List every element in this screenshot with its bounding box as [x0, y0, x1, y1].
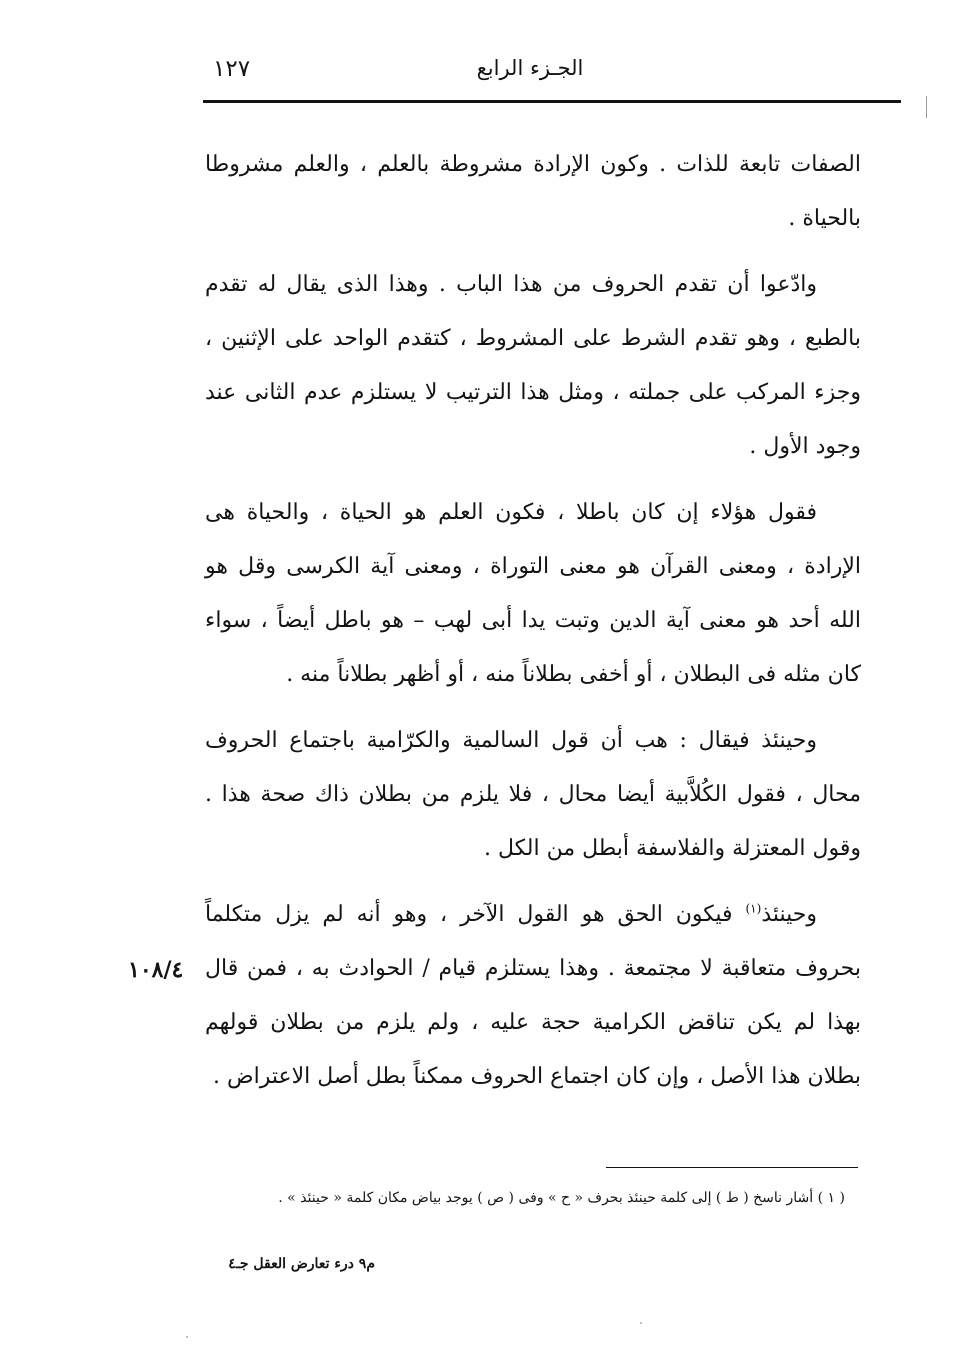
footnote-marker: (١) — [745, 901, 762, 916]
footnote: ( ١ ) أشار ناسخ ( ط ) إلى كلمة حينئذ بحرف « ح » وفى ( ص ) يوجد بياض مكان كلمة « حينئذ » . — [278, 1190, 845, 1206]
scan-speck — [186, 1336, 188, 1338]
running-head: الجـزء الرابع — [476, 56, 584, 80]
paragraph-3: فقول هؤلاء إن كان باطلا ، فكون العلم هو الحياة ، والحياة هى الإرادة ، ومعنى القرآن هو معنى التوراة ، ومعنى آية الكرسى وقل هو الله أحد هو معنى آية الدين وتبت يدا أبى لهب – هو باطل أيضاً ، سواء كان مثله فى البطلان ، أو أخفى بطلاناً منه ، أو أظهر بطلاناً منه . — [205, 500, 861, 687]
paragraph-2: وادّعوا أن تقدم الحروف من هذا الباب . وهذا الذى يقال له تقدم بالطبع ، وهو تقدم الشرط على المشروط ، كتقدم الواحد على الإثنين ، وجزء المركب على جملته ، ومثل هذا الترتيب لا يستلزم عدم الثانى عند وجود الأول . — [205, 272, 861, 459]
page-header — [205, 52, 858, 92]
paragraph-4: وحينئذ فيقال : هب أن قول السالمية والكرّامية باجتماع الحروف محال ، فقول الكُلاَّبية أيضا محال ، فلا يلزم من بطلان ذاك صحة هذا . وقول المعتزلة والفلاسفة أبطل من الكل . — [205, 728, 861, 861]
scan-speck — [640, 1322, 642, 1324]
page-number: ١٢٧ — [213, 56, 251, 82]
page-edge-mark — [926, 96, 927, 118]
margin-reference: ١٠٨/٤ — [128, 957, 184, 983]
print-signature: م٩ درء تعارض العقل جـ٤ — [228, 1256, 375, 1272]
paragraph-1: الصفات تابعة للذات . وكون الإرادة مشروطة بالعلم ، والعلم مشروطا بالحياة . — [205, 152, 861, 231]
header-rule — [203, 100, 901, 103]
paragraph-5-rest: فيكون الحق هو القول الآخر ، وهو أنه لم يزل متكلماً بحروف متعاقبة لا مجتمعة . وهذا يستلزم قيام / الحوادث به ، فمن قال بهذا لم يكن تناقض الكرامية حجة عليه ، ولم يلزم من بطلان قولهم بطلان هذا الأصل ، وإن كان اجتماع الحروف ممكناً بطل أصل الاعتراض . — [205, 902, 861, 1089]
footnote-rule — [606, 1167, 858, 1168]
paragraph-5-start: وحينئذ — [761, 902, 817, 927]
paragraph-5 — [205, 888, 861, 1104]
main-text — [205, 138, 861, 1116]
